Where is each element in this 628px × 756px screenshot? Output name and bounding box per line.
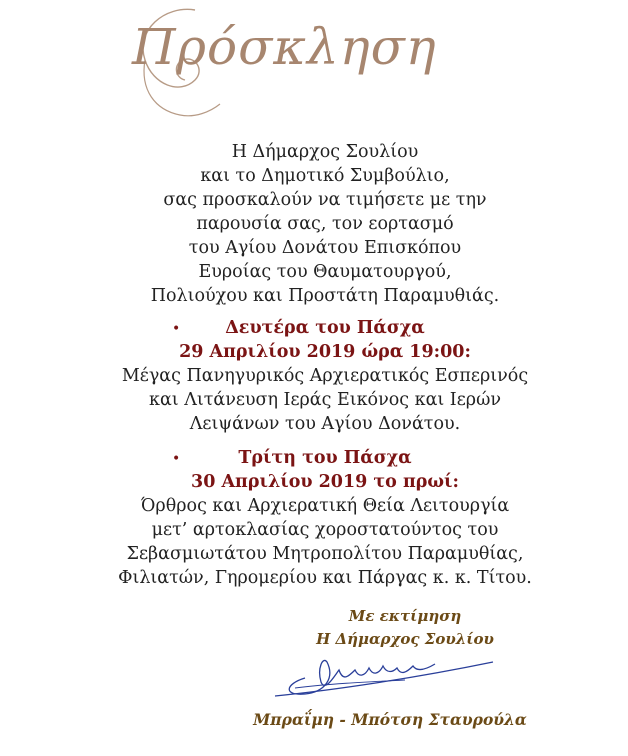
event1-day: Δευτέρα του Πάσχα	[225, 318, 425, 338]
intro-line: και το Δημοτικό Συμβούλιο,	[200, 166, 450, 186]
intro-line: Ευροίας του Θαυματουργού,	[198, 262, 452, 282]
intro-line: παρουσία σας, τον εορτασμό	[196, 214, 454, 234]
event2-line: Όρθρος και Αρχιερατική Θεία Λειτουργία	[140, 496, 510, 516]
event1-line: Μέγας Πανηγυρικός Αρχιερατικός Εσπερινός	[121, 366, 529, 386]
intro-line: Πολιούχου και Προστάτη Παραμυθιάς.	[150, 286, 500, 306]
event2-line: Φιλιατών, Γηρομερίου και Πάργας κ. κ. Τίτου.	[118, 568, 532, 588]
event1-line: και Λιτάνευση Ιεράς Εικόνος και Ιερών	[149, 390, 501, 410]
intro-line: Η Δήμαρχος Σουλίου	[231, 142, 419, 162]
closing-title: Η Δήμαρχος Σουλίου	[316, 630, 494, 648]
closing-regards: Με εκτίμηση	[348, 607, 462, 625]
event1-line: Λειψάνων του Αγίου Δονάτου.	[189, 414, 461, 434]
bullet-icon: •	[172, 321, 181, 337]
intro-line: του Αγίου Δονάτου Επισκόπου	[188, 238, 462, 258]
handwritten-signature	[265, 648, 500, 703]
intro-line: σας προσκαλούν να τιμήσετε με την	[163, 190, 487, 210]
event2-block	[60, 446, 590, 590]
event2-line: Σεβασμιωτάτου Μητροπολίτου Παραμυθίας,	[126, 544, 524, 564]
event1-date: 29 Απριλίου 2019 ώρα 19:00:	[179, 342, 471, 362]
event2-date: 30 Απριλίου 2019 το πρωί:	[191, 472, 459, 492]
event2-day: Τρίτη του Πάσχα	[238, 448, 412, 468]
event1-block	[60, 316, 590, 436]
bullet-icon: •	[172, 451, 181, 467]
event2-line: μετ’ αρτοκλασίας χοροστατούντος του	[151, 520, 499, 540]
closing-block	[290, 605, 520, 651]
intro-paragraph	[60, 140, 590, 308]
invitation-title: Πρόσκληση	[132, 18, 437, 76]
signer-name: Μπραΐμη - Μπότση Σταυρούλα	[253, 710, 527, 729]
